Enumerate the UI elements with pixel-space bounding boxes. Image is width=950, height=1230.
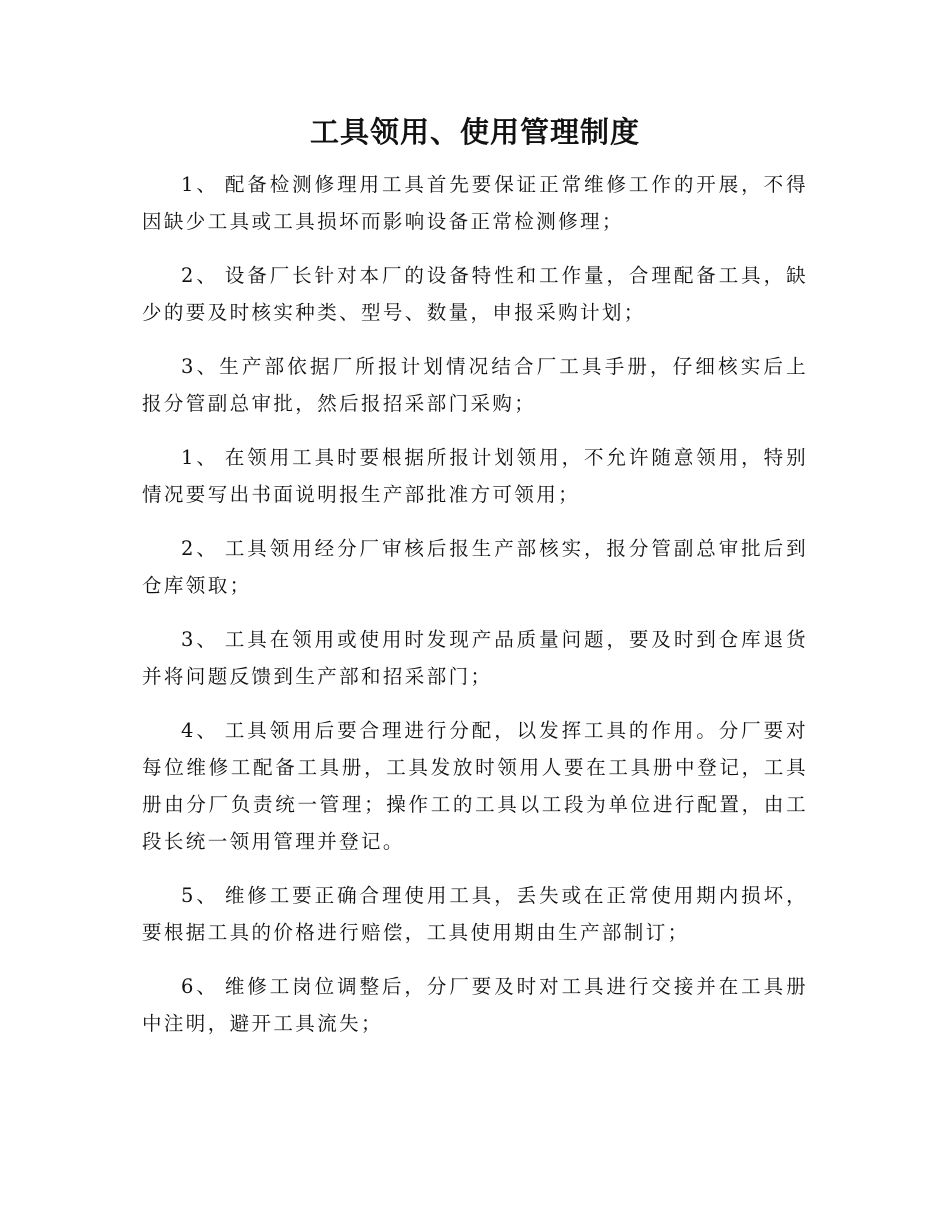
paragraph-number: 1、 [181, 173, 219, 196]
paragraph-number: 6、 [181, 975, 219, 998]
paragraph-number: 3、 [181, 628, 219, 651]
paragraph [142, 621, 808, 695]
paragraph-text: 设备厂长针对本厂的设备特性和工作量，合理配备工具，缺少的要及时核实种类、型号、数量，申报采购计划； [142, 264, 808, 324]
paragraph [142, 348, 808, 422]
paragraph-text: 工具领用后要合理进行分配，以发挥工具的作用。分厂要对每位维修工配备工具册，工具发放时领用人要在工具册中登记，工具册由分厂负责统一管理；操作工的工具以工段为单位进行配置，由工段长统一领用管理并登记。 [142, 719, 808, 853]
paragraph [142, 439, 808, 513]
paragraph [142, 712, 808, 860]
paragraph [142, 166, 808, 240]
paragraph-number: 2、 [181, 264, 219, 287]
paragraph [142, 968, 808, 1042]
document-body [142, 166, 808, 1059]
paragraph-number: 3、 [181, 355, 220, 378]
paragraph-number: 5、 [181, 884, 219, 907]
paragraph-number: 2、 [181, 537, 219, 560]
paragraph-number: 4、 [181, 719, 219, 742]
paragraph-text: 工具领用经分厂审核后报生产部核实，报分管副总审批后到仓库领取； [142, 537, 808, 597]
paragraph [142, 530, 808, 604]
paragraph-text: 维修工要正确合理使用工具，丢失或在正常使用期内损坏，要根据工具的价格进行赔偿，工具使用期由生产部制订； [142, 884, 808, 944]
paragraph-text: 生产部依据厂所报计划情况结合厂工具手册，仔细核实后上报分管副总审批，然后报招采部门采购； [142, 355, 808, 415]
paragraph-text: 在领用工具时要根据所报计划领用，不允许随意领用，特别情况要写出书面说明报生产部批准方可领用； [142, 446, 808, 506]
page-title: 工具领用、使用管理制度 [309, 115, 640, 149]
paragraph-text: 工具在领用或使用时发现产品质量问题，要及时到仓库退货并将问题反馈到生产部和招采部门； [142, 628, 808, 688]
paragraph-text: 维修工岗位调整后，分厂要及时对工具进行交接并在工具册中注明，避开工具流失； [142, 975, 808, 1035]
paragraph-text: 配备检测修理用工具首先要保证正常维修工作的开展，不得因缺少工具或工具损坏而影响设备正常检测修理； [142, 173, 808, 233]
paragraph-number: 1、 [181, 446, 219, 469]
paragraph [142, 257, 808, 331]
paragraph [142, 877, 808, 951]
